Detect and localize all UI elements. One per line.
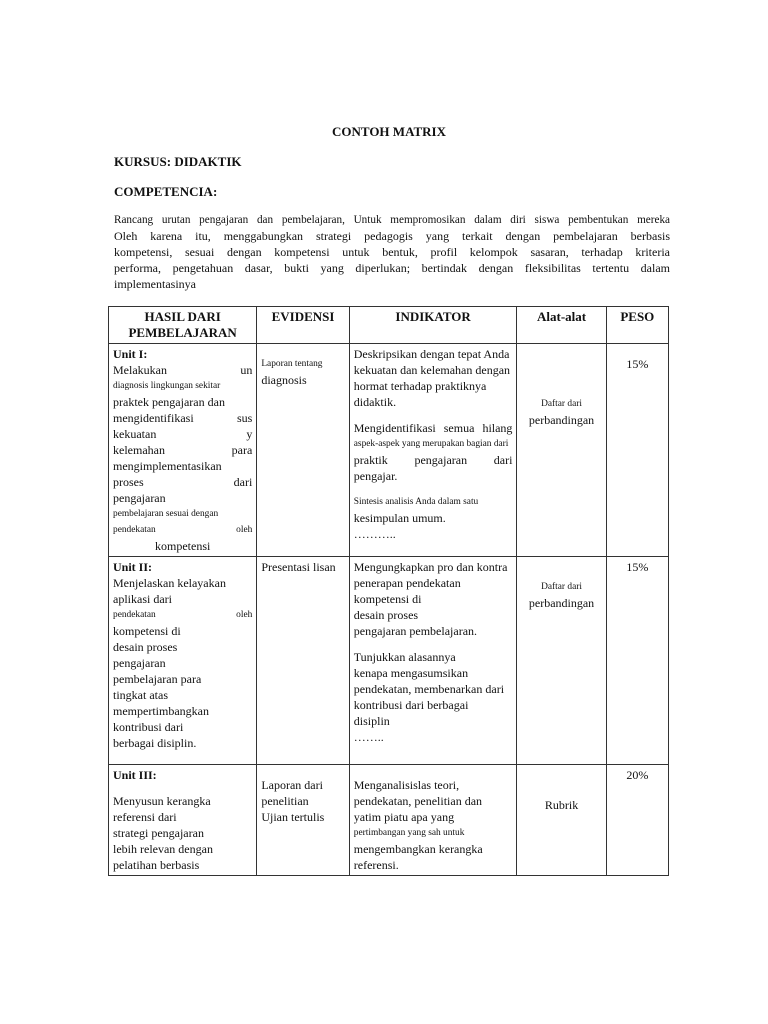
cell-line: hormat terhadap praktiknya	[353, 379, 487, 393]
cell-line: perbandingan	[528, 596, 595, 610]
unit-label: Unit I:	[113, 347, 148, 361]
cell-alat	[517, 344, 606, 557]
cell-line: pendekatan oleh	[113, 610, 253, 620]
cell-line: kenapa mengasumsikan	[353, 666, 469, 680]
cell-line: pembelajaran sesuai dengan	[113, 509, 219, 519]
cell-line: Rubrik	[544, 798, 579, 812]
cell-line: Mengidentifikasi semua hilang	[353, 421, 513, 435]
cell-line: referensi.	[353, 858, 399, 872]
cell-line: kelemahan para	[113, 443, 253, 457]
cell-line: mengidentifikasi sus	[113, 411, 253, 425]
cell-line: praktik pengajaran dari	[353, 453, 513, 467]
cell-line: pengajaran	[113, 656, 166, 670]
header-evidensi: EVIDENSI	[257, 307, 349, 344]
cell-line: strategi pengajaran	[113, 826, 204, 840]
cell-line: yatim piatu apa yang	[353, 810, 455, 824]
cell-line: proses dari	[113, 475, 253, 489]
cell-line: diagnosis lingkungan sekitar	[113, 381, 221, 391]
cell-line: kompetensi di	[353, 592, 422, 606]
competence-matrix-table	[108, 306, 669, 876]
paragraph-line: performa, pengetahuan dasar, bukti yang diperlukan; bertindak dengan fleksibilitas tertentu dalam	[114, 261, 670, 275]
cell-line: diagnosis	[261, 373, 307, 387]
cell-line: Laporan dari	[261, 778, 323, 792]
cell-line: didaktik.	[353, 395, 397, 409]
header-hasil: HASIL DARI PEMBELAJARAN	[109, 307, 257, 344]
table-header-row	[109, 307, 669, 344]
cell-hasil	[109, 765, 257, 876]
cell-line: referensi dari	[113, 810, 177, 824]
cell-line: penerapan pendekatan	[353, 576, 461, 590]
cell-line: mempertimbangkan	[113, 704, 209, 718]
cell-line: desain proses	[353, 608, 419, 622]
cell-line: mengembangkan kerangka	[353, 842, 483, 856]
cell-evidensi	[257, 557, 349, 765]
cell-peso	[606, 765, 668, 876]
cell-evidensi	[257, 344, 349, 557]
cell-line: Daftar dari	[541, 399, 582, 409]
cell-line: Laporan tentang	[261, 359, 323, 369]
cell-line: kesimpulan umum.	[353, 511, 446, 525]
cell-indikator	[349, 557, 517, 765]
cell-line: perbandingan	[528, 413, 595, 427]
cell-line: berbagai disiplin.	[113, 736, 197, 750]
cell-line: Presentasi lisan	[261, 560, 336, 574]
cell-line: pengajar.	[353, 469, 398, 483]
unit-label: Unit II:	[113, 560, 153, 574]
paragraph-line: implementasinya	[114, 277, 196, 291]
course-heading: KURSUS: DIDAKTIK	[114, 154, 242, 169]
document-title: CONTOH MATRIX	[332, 124, 446, 139]
cell-evidensi	[257, 765, 349, 876]
cell-peso	[606, 344, 668, 557]
paragraph-line: Rancang urutan pengajaran dan pembelajaran, Untuk mempromosikan dalam diri siswa pembentukan mereka	[114, 214, 670, 226]
cell-peso	[606, 557, 668, 765]
cell-alat	[517, 765, 606, 876]
cell-line: Melakukan un	[113, 363, 253, 377]
cell-line: Deskripsikan dengan tepat Anda	[353, 347, 510, 361]
cell-hasil	[109, 344, 257, 557]
cell-line: kontribusi dari	[113, 720, 184, 734]
cell-alat	[517, 557, 606, 765]
cell-indikator	[349, 765, 517, 876]
cell-line: kontribusi dari berbagai	[353, 698, 469, 712]
competence-paragraph	[114, 212, 670, 292]
cell-line: ………..	[353, 527, 396, 541]
cell-line: kekuatan dan kelemahan dengan	[353, 363, 511, 377]
cell-line: pertimbangan yang sah untuk	[353, 828, 465, 838]
cell-line: Mengungkapkan pro dan kontra	[353, 560, 508, 574]
header-indikator: INDIKATOR	[349, 307, 517, 344]
cell-line: Menjelaskan kelayakan	[113, 576, 226, 590]
cell-indikator	[349, 344, 517, 557]
cell-line: Tunjukkan alasannya	[353, 650, 456, 664]
cell-line: pelatihan berbasis	[113, 858, 200, 872]
paragraph-line: kompetensi, sesuai dengan kompetensi untuk bentuk, profil kelompok sasaran, terhadap kriteria	[114, 245, 670, 259]
table-row	[109, 344, 669, 557]
cell-line: aspek-aspek yang merupakan bagian dari	[353, 439, 509, 449]
cell-line: ……..	[353, 730, 384, 744]
cell-line: pendekatan oleh	[113, 525, 253, 535]
peso-value: 15%	[626, 357, 649, 371]
unit-label: Unit III:	[113, 768, 157, 782]
cell-hasil	[109, 557, 257, 765]
peso-value: 15%	[626, 560, 649, 574]
cell-line: kompetensi	[155, 539, 211, 553]
cell-line: pendekatan, penelitian dan	[353, 794, 483, 808]
cell-line: Menyusun kerangka	[113, 794, 211, 808]
cell-line: Daftar dari	[541, 582, 582, 592]
cell-line: pengajaran	[113, 491, 166, 505]
cell-line: desain proses	[113, 640, 178, 654]
cell-line: pengajaran pembelajaran.	[353, 624, 478, 638]
table-row	[109, 765, 669, 876]
header-alat: Alat-alat	[517, 307, 606, 344]
cell-line: pembelajaran para	[113, 672, 202, 686]
cell-line: Sintesis analisis Anda dalam satu	[353, 497, 479, 507]
cell-line: lebih relevan dengan	[113, 842, 213, 856]
cell-line: aplikasi dari	[113, 592, 172, 606]
competence-heading: COMPETENCIA:	[114, 184, 218, 199]
header-peso: PESO	[606, 307, 668, 344]
cell-line: kompetensi di	[113, 624, 181, 638]
cell-line: penelitian	[261, 794, 309, 808]
cell-line: Ujian tertulis	[261, 810, 325, 824]
cell-line: kekuatan y	[113, 427, 253, 441]
cell-line: disiplin	[353, 714, 390, 728]
peso-value: 20%	[626, 768, 649, 782]
cell-line: pendekatan, membenarkan dari	[353, 682, 505, 696]
paragraph-line: Oleh karena itu, menggabungkan strategi pedagogis yang terkait dengan pembelajaran berbasis	[114, 229, 670, 243]
cell-line: Menganalisislas teori,	[353, 778, 460, 792]
cell-line: tingkat atas	[113, 688, 168, 702]
cell-line: mengimplementasikan	[113, 459, 222, 473]
cell-line: praktek pengajaran dan	[113, 395, 225, 409]
table-row	[109, 557, 669, 765]
